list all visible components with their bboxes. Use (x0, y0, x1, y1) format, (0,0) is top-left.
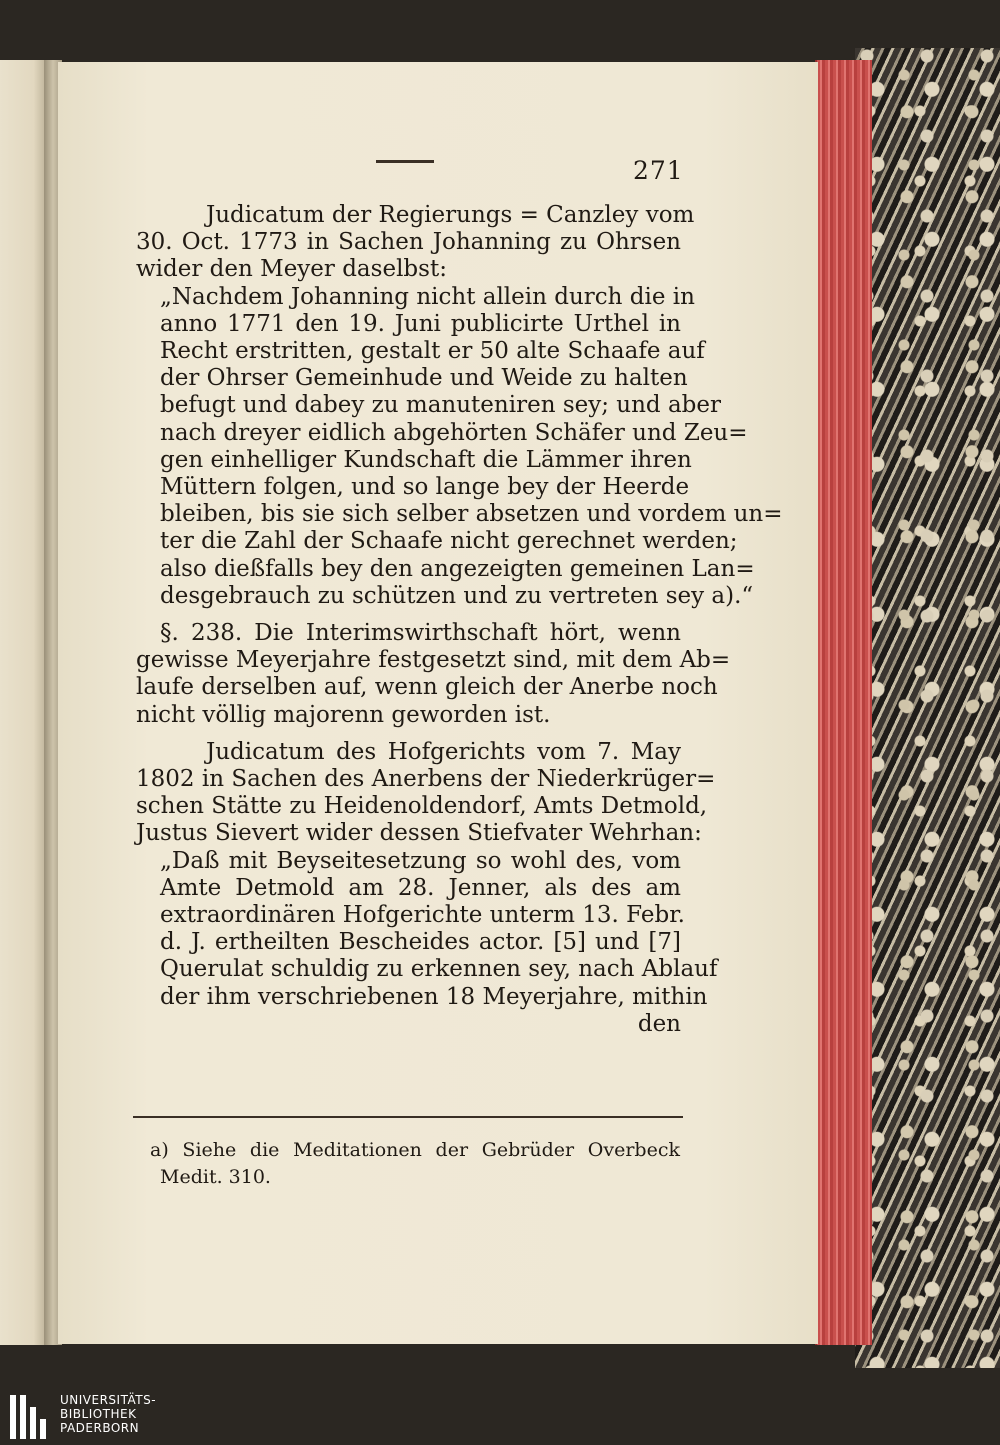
text-line: ter die Zahl der Schaafe nicht gerechnet werden; (160, 528, 738, 555)
text-line: „Nachdem Johanning nicht allein durch die in (160, 283, 695, 310)
text-line: gewisse Meyerjahre festgesetzt sind, mit dem Ab= (136, 647, 731, 674)
text-line: „Daß mit Beyseitesetzung so wohl des, vom (160, 847, 681, 874)
footnote-line: Medit. 310. (160, 1166, 271, 1188)
red-page-edge (815, 60, 872, 1345)
footnote-line: a) Siehe die Meditationen der Gebrüder Overbeck (150, 1139, 680, 1161)
library-logo-text (60, 1393, 156, 1435)
footnote-rule (133, 1116, 683, 1118)
header-rule (376, 160, 434, 163)
text-line: nach dreyer eidlich abgehörten Schäfer und Zeu= (160, 419, 748, 446)
book-page (58, 62, 818, 1344)
logo-line-1: UNIVERSITÄTS- (60, 1393, 157, 1407)
text-line: extraordinären Hofgerichte unterm 13. Febr. (160, 902, 685, 929)
text-line: Querulat schuldig zu erkennen sey, nach Ablauf (160, 956, 718, 983)
text-line: bleiben, bis sie sich selber absetzen und vordem un= (160, 501, 783, 528)
footnote (150, 1137, 680, 1191)
text-line: laufe derselben auf, wenn gleich der Anerbe noch (136, 674, 718, 701)
text-line (136, 610, 681, 620)
text-line: der Ohrser Gemeinhude und Weide zu halten (160, 365, 688, 392)
text-line: den (637, 1010, 681, 1037)
library-logo-icon (8, 1393, 48, 1441)
library-logo (8, 1393, 168, 1441)
text-line: Justus Sievert wider dessen Stiefvater Wehrhan: (136, 820, 702, 847)
text-line: schen Stätte zu Heidenoldendorf, Amts Detmold, (136, 793, 708, 820)
logo-line-2: BIBLIOTHEK (60, 1407, 137, 1421)
text-line: Judicatum des Hofgerichts vom 7. May (206, 738, 681, 765)
marbled-cover (855, 48, 1000, 1368)
logo-line-3: PADERBORN (60, 1421, 140, 1435)
text-line: Amte Detmold am 28. Jenner, als des am (160, 874, 681, 901)
text-line: Judicatum der Regierungs = Canzley vom (206, 202, 695, 228)
text-line: §. 238. Die Interimswirthschaft hört, wenn (160, 620, 681, 647)
text-line: desgebrauch zu schützen und zu vertreten sey a).“ (160, 582, 754, 609)
page-number: 271 (633, 156, 684, 185)
body-text (136, 202, 783, 1038)
text-line: anno 1771 den 19. Juni publicirte Urthel in (160, 310, 681, 337)
text-line (136, 729, 681, 739)
previous-page-edge (0, 60, 48, 1345)
text-line: befugt und dabey zu manuteniren sey; und aber (160, 392, 721, 419)
text-line: also dießfalls bey den angezeigten gemeinen Lan= (160, 555, 755, 582)
text-line: d. J. ertheilten Bescheides actor. [5] und [7] (160, 929, 681, 956)
text-line: wider den Meyer daselbst: (136, 256, 447, 283)
text-line: Recht erstritten, gestalt er 50 alte Schaafe auf (160, 338, 705, 365)
text-line: 30. Oct. 1773 in Sachen Johanning zu Ohrsen (136, 229, 681, 256)
text-line: der ihm verschriebenen 18 Meyerjahre, mithin (160, 983, 708, 1010)
text-line: nicht völlig majorenn geworden ist. (136, 701, 551, 728)
text-line: 1802 in Sachen des Anerbens der Niederkrüger= (136, 766, 716, 793)
text-line: Müttern folgen, und so lange bey der Heerde (160, 474, 690, 501)
text-line: gen einhelliger Kundschaft die Lämmer ihren (160, 446, 692, 473)
